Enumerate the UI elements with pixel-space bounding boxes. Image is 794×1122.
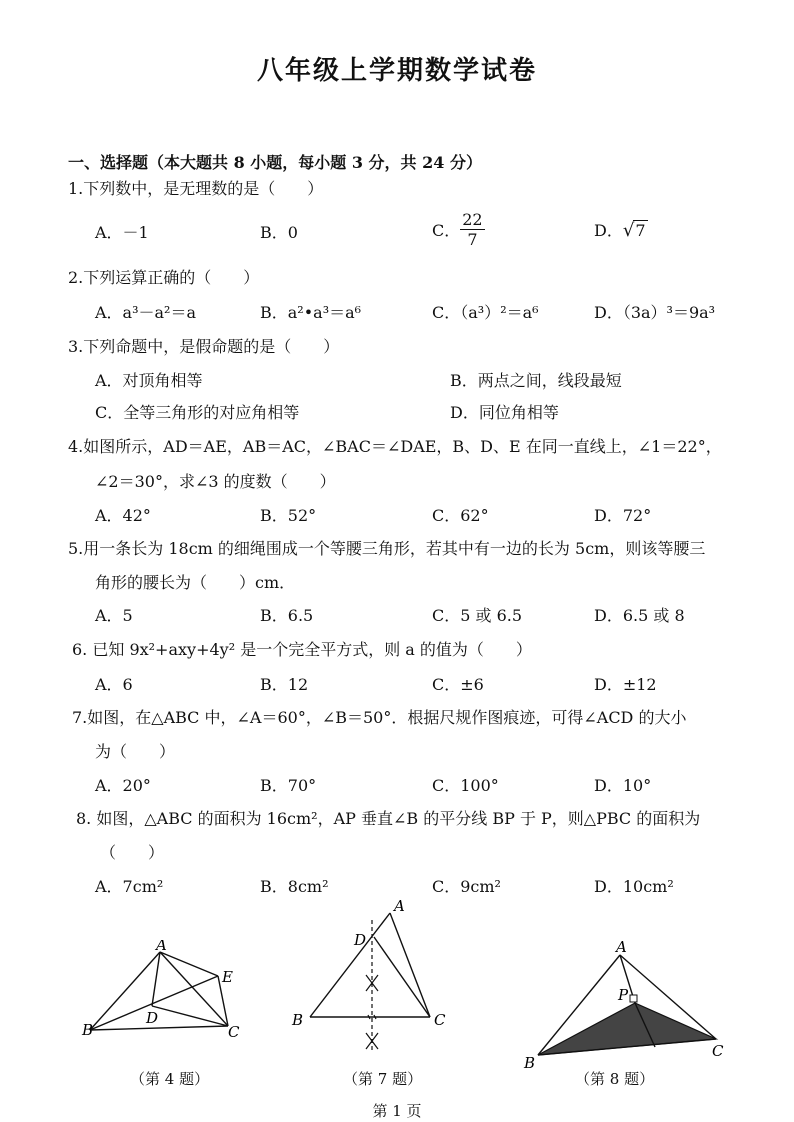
q6-option-c: C．±6 bbox=[432, 675, 484, 694]
figure-8-diagram bbox=[520, 935, 740, 1070]
segment-ab bbox=[310, 913, 390, 1017]
q3-option-a: A．对顶角相等 bbox=[95, 371, 203, 390]
fig8-label-b: B bbox=[524, 1054, 536, 1070]
segment-dc bbox=[374, 937, 430, 1017]
q7-option-d: D．10° bbox=[594, 776, 652, 795]
fig4-label-b: B bbox=[82, 1021, 94, 1039]
q3-option-b: B．两点之间，线段最短 bbox=[450, 371, 622, 390]
q8-option-c: C．9cm² bbox=[432, 877, 501, 896]
figure-4-caption: （第 4 题） bbox=[130, 1070, 210, 1088]
q4-option-d: D．72° bbox=[594, 506, 652, 525]
fig7-label-d: D bbox=[354, 931, 367, 949]
q6-option-d: D．±12 bbox=[594, 675, 657, 694]
q6-option-a: A．6 bbox=[95, 675, 133, 694]
question-8-line-2: （ ） bbox=[100, 843, 165, 862]
fraction bbox=[460, 210, 484, 249]
q3-option-c: C．全等三角形的对应角相等 bbox=[95, 403, 300, 422]
question-7-line-1: 7.如图，在△ABC 中，∠A＝60°，∠B＝50°．根据尺规作图痕迹，可得∠ACD 的大小 bbox=[72, 708, 687, 727]
square-root bbox=[623, 220, 648, 241]
question-1-stem: 1.下列数中，是无理数的是（ ） bbox=[68, 179, 324, 198]
q5-option-a: A．5 bbox=[95, 606, 133, 625]
q5-option-d: D．6.5 或 8 bbox=[594, 606, 685, 625]
question-5-line-2: 角形的腰长为（ ）cm． bbox=[95, 573, 296, 592]
question-3-stem: 3.下列命题中，是假命题的是（ ） bbox=[68, 337, 340, 356]
fig4-label-e: E bbox=[222, 968, 233, 986]
page-title: 八年级上学期数学试卷 bbox=[256, 56, 537, 86]
section-heading: 一、选择题（本大题共 8 小题，每小题 3 分，共 24 分） bbox=[68, 153, 482, 172]
fig4-label-d: D bbox=[146, 1009, 159, 1027]
question-4-line-2: ∠2＝30°，求∠3 的度数（ ） bbox=[95, 472, 336, 491]
q7-option-b: B．70° bbox=[260, 776, 317, 795]
question-4-line-1: 4.如图所示，AD＝AE，AB＝AC，∠BAC＝∠DAE，B、D、E 在同一直线上，∠1＝22°， bbox=[68, 437, 722, 456]
segment-ae bbox=[160, 952, 218, 976]
q5-option-c: C．5 或 6.5 bbox=[432, 606, 523, 625]
q4-option-a: A．42° bbox=[95, 506, 151, 525]
segment-ac bbox=[160, 952, 228, 1026]
q7-option-a: A．20° bbox=[95, 776, 151, 795]
fig4-label-c: C bbox=[228, 1023, 240, 1041]
q5-option-b: B．6.5 bbox=[260, 606, 314, 625]
q8-option-d: D．10cm² bbox=[594, 877, 674, 896]
segment-bc bbox=[90, 1026, 228, 1030]
q4-option-c: C．62° bbox=[432, 506, 489, 525]
q1-option-b: B．0 bbox=[260, 223, 298, 242]
q1-option-c-prefix: C． bbox=[432, 221, 461, 240]
question-8-line-1: 8. 如图，△ABC 的面积为 16cm²，AP 垂直∠B 的平分线 BP 于 P，则△PBC 的面积为 bbox=[76, 809, 701, 828]
figure-7-caption: （第 7 题） bbox=[343, 1070, 423, 1088]
question-7-line-2: 为（ ） bbox=[95, 742, 176, 761]
figure-7-diagram bbox=[290, 895, 460, 1060]
segment-ac bbox=[390, 913, 430, 1017]
radicand: 7 bbox=[635, 221, 646, 240]
question-6-stem: 6. 已知 9x²+axy+4y² 是一个完全平方式，则 a 的值为（ ） bbox=[72, 640, 532, 659]
fig8-label-c: C bbox=[712, 1042, 724, 1060]
fig8-label-p: P bbox=[618, 986, 629, 1004]
fig4-label-a: A bbox=[156, 940, 167, 954]
question-2-stem: 2.下列运算正确的（ ） bbox=[68, 268, 260, 287]
fig7-label-c: C bbox=[434, 1011, 446, 1029]
q2-option-d: D．（3a）³＝9a³ bbox=[594, 303, 716, 322]
question-5-line-1: 5.用一条长为 18cm 的细绳围成一个等腰三角形，若其中有一边的长为 5cm，则该等腰三 bbox=[68, 539, 706, 558]
q1-option-d-prefix: D． bbox=[594, 221, 623, 240]
q3-option-d: D．同位角相等 bbox=[450, 403, 559, 422]
q2-option-a: A．a³－a²＝a bbox=[95, 303, 197, 322]
right-angle-mark bbox=[630, 995, 637, 1002]
q2-option-b: B．a²•a³＝a⁶ bbox=[260, 303, 362, 322]
q1-option-d bbox=[594, 218, 648, 241]
q8-option-a: A．7cm² bbox=[95, 877, 164, 896]
figure-4-diagram bbox=[80, 940, 260, 1050]
figure-8-caption: （第 8 题） bbox=[575, 1070, 655, 1088]
fraction-denominator: 7 bbox=[467, 230, 478, 249]
q6-option-b: B．12 bbox=[260, 675, 309, 694]
segment-dc bbox=[152, 1006, 228, 1026]
fig8-label-a: A bbox=[616, 938, 627, 956]
q7-option-c: C．100° bbox=[432, 776, 499, 795]
page-number: 第 1 页 bbox=[372, 1102, 422, 1120]
q1-option-c bbox=[432, 210, 485, 249]
q2-option-c: C．（a³）²＝a⁶ bbox=[432, 303, 539, 322]
radical-sign-icon: √ bbox=[622, 220, 635, 241]
q8-option-b: B．8cm² bbox=[260, 877, 329, 896]
q1-option-a: A．－1 bbox=[95, 223, 149, 242]
fig7-label-a: A bbox=[394, 897, 405, 915]
fraction-numerator: 22 bbox=[462, 210, 483, 229]
fig7-label-b: B bbox=[292, 1011, 304, 1029]
q4-option-b: B．52° bbox=[260, 506, 317, 525]
